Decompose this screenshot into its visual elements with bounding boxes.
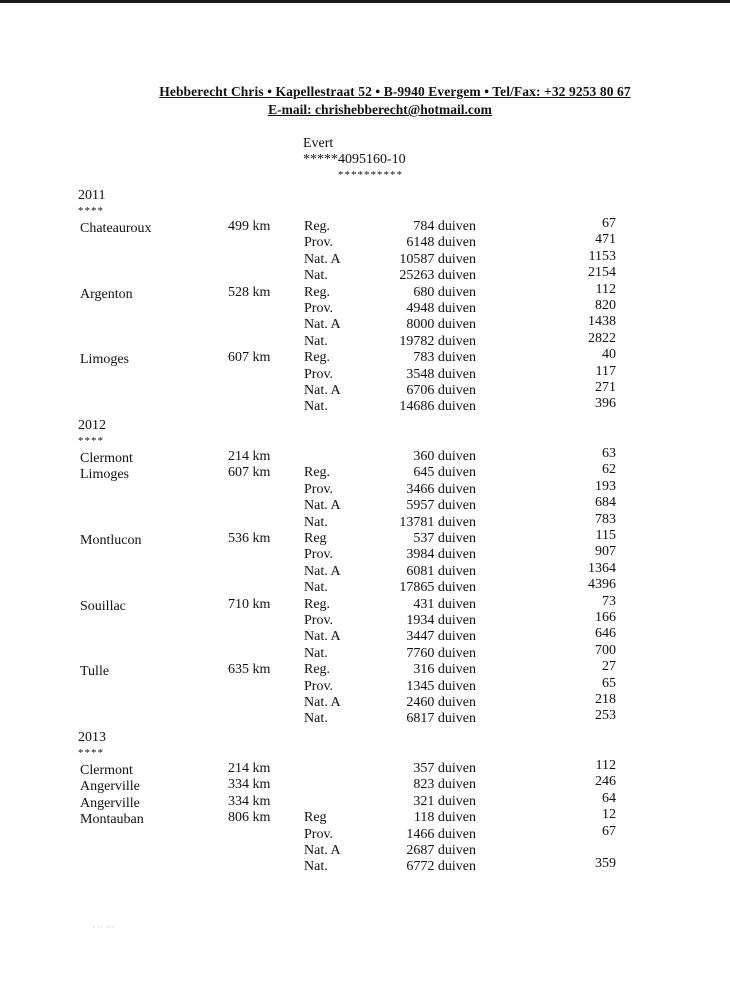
- result-pigeon-count: 823 duiven: [413, 777, 476, 793]
- result-rank: 271: [595, 380, 616, 395]
- race-place: Clermont: [80, 763, 133, 778]
- result-level: Reg: [304, 810, 327, 826]
- result-rank: 193: [595, 478, 616, 494]
- result-pigeon-count: 8000 duiven: [406, 317, 476, 333]
- result-rank: 166: [595, 610, 616, 625]
- result-rank: 700: [595, 642, 616, 658]
- result-rank: 2822: [588, 330, 616, 346]
- result-rank: 112: [595, 281, 616, 297]
- result-pigeon-count: 118 duiven: [413, 810, 476, 826]
- result-level: Nat. A: [304, 251, 341, 267]
- result-level: Prov.: [304, 481, 334, 497]
- race-place: Angerville: [80, 795, 140, 811]
- result-pigeon-count: 6706 duiven: [406, 383, 476, 398]
- result-level: Reg.: [304, 465, 331, 481]
- result-rank: 783: [595, 511, 616, 527]
- result-level: Nat. A: [304, 563, 341, 579]
- result-level: Nat. A: [304, 498, 341, 514]
- result-rank: 27: [602, 659, 616, 675]
- result-rank: 907: [595, 544, 616, 560]
- result-rank: 112: [595, 758, 616, 773]
- result-level: Prov.: [304, 235, 334, 251]
- result-rank: 65: [602, 675, 616, 691]
- result-pigeon-count: 537 duiven: [413, 531, 476, 546]
- result-pigeon-count: 6772 duiven: [406, 859, 476, 875]
- result-level: Nat.: [304, 711, 328, 727]
- year-heading: 2013: [78, 730, 106, 745]
- page-top-border: [0, 0, 730, 3]
- result-pigeon-count: 321 duiven: [413, 793, 476, 809]
- result-level: Prov.: [304, 547, 334, 563]
- result-level: Reg.: [304, 662, 331, 678]
- result-pigeon-count: 6817 duiven: [406, 711, 476, 727]
- result-level: Prov.: [304, 678, 334, 694]
- result-pigeon-count: 357 duiven: [413, 761, 476, 776]
- result-rank: 73: [602, 593, 616, 609]
- result-rank: 359: [595, 856, 616, 872]
- result-rank: 246: [595, 774, 616, 790]
- year-stars: ****: [78, 435, 104, 447]
- result-pigeon-count: 19782 duiven: [399, 333, 476, 349]
- result-rank: 1438: [588, 314, 616, 330]
- result-level: Prov.: [304, 613, 334, 628]
- result-rank: 40: [602, 347, 616, 363]
- result-pigeon-count: 10587 duiven: [399, 251, 476, 267]
- race-place: Clermont: [80, 451, 133, 466]
- result-pigeon-count: 1934 duiven: [406, 613, 476, 628]
- result-rank: 115: [595, 528, 616, 543]
- owner-email-line: E-mail: chrishebberecht@hotmail.com: [268, 102, 492, 117]
- year-stars: ****: [78, 747, 104, 759]
- result-level: Prov.: [304, 301, 334, 316]
- result-level: Nat.: [304, 645, 328, 661]
- result-level: Nat. A: [304, 629, 341, 645]
- result-level: Nat.: [304, 268, 328, 284]
- result-level: Nat.: [304, 333, 328, 349]
- result-rank: 684: [595, 495, 616, 511]
- result-pigeon-count: 25263 duiven: [399, 268, 476, 284]
- result-pigeon-count: 3466 duiven: [406, 481, 476, 497]
- result-pigeon-count: 316 duiven: [413, 662, 476, 678]
- pigeon-name: Evert: [303, 136, 334, 151]
- result-pigeon-count: 784 duiven: [413, 219, 476, 234]
- result-pigeon-count: 783 duiven: [413, 350, 476, 366]
- pigeon-ring-number: *****4095160-10: [303, 152, 406, 167]
- race-place: Souillac: [80, 598, 126, 614]
- result-level: Nat. A: [304, 695, 341, 710]
- result-pigeon-count: 14686 duiven: [399, 399, 476, 415]
- result-rank: 64: [602, 790, 616, 806]
- race-distance: 214 km: [228, 449, 271, 464]
- pigeon-stars: **********: [338, 169, 403, 181]
- result-pigeon-count: 7760 duiven: [406, 645, 476, 661]
- race-place: Angerville: [80, 779, 140, 795]
- result-rank: 253: [595, 708, 616, 724]
- result-pigeon-count: 431 duiven: [413, 596, 476, 612]
- race-place: Montauban: [80, 812, 144, 828]
- result-level: Nat.: [304, 514, 328, 530]
- result-pigeon-count: 1345 duiven: [406, 678, 476, 694]
- result-rank: 218: [595, 692, 616, 707]
- result-pigeon-count: 2460 duiven: [406, 695, 476, 710]
- result-pigeon-count: 3447 duiven: [406, 629, 476, 645]
- result-pigeon-count: 4948 duiven: [406, 301, 476, 316]
- race-distance: 528 km: [228, 284, 271, 300]
- result-pigeon-count: 680 duiven: [413, 284, 476, 300]
- result-pigeon-count: 1466 duiven: [406, 826, 476, 842]
- result-level: Reg.: [304, 350, 331, 366]
- result-pigeon-count: 6081 duiven: [406, 563, 476, 579]
- result-pigeon-count: 6148 duiven: [406, 235, 476, 251]
- result-rank: 396: [595, 396, 616, 412]
- race-distance: 536 km: [228, 531, 271, 546]
- race-place: Tulle: [80, 664, 110, 680]
- result-level: Nat. A: [304, 317, 341, 333]
- result-level: Prov.: [304, 366, 334, 382]
- race-distance: 499 km: [228, 219, 271, 234]
- race-place: Argenton: [80, 286, 133, 302]
- result-rank: 471: [595, 232, 616, 248]
- result-rank: 1364: [588, 560, 616, 576]
- race-distance: 710 km: [228, 596, 271, 612]
- result-rank: 820: [595, 298, 616, 313]
- result-rank: 67: [602, 216, 616, 231]
- result-rank: 646: [595, 626, 616, 642]
- result-pigeon-count: 645 duiven: [413, 465, 476, 481]
- result-rank: 67: [602, 823, 616, 839]
- result-level: Nat.: [304, 859, 328, 875]
- result-pigeon-count: 3984 duiven: [406, 547, 476, 563]
- result-level: Prov.: [304, 826, 334, 842]
- year-heading: 2012: [78, 418, 106, 433]
- race-distance: 806 km: [228, 810, 271, 826]
- year-heading: 2011: [78, 188, 106, 203]
- race-distance: 635 km: [228, 662, 271, 678]
- result-level: Nat. A: [304, 843, 341, 858]
- result-level: Reg.: [304, 284, 331, 300]
- year-stars: ****: [78, 205, 104, 217]
- result-level: Reg: [304, 531, 327, 546]
- race-distance: 607 km: [228, 465, 271, 481]
- result-level: Nat.: [304, 399, 328, 415]
- result-rank: 1153: [588, 248, 616, 264]
- race-distance: 334 km: [228, 777, 271, 793]
- result-pigeon-count: 360 duiven: [413, 449, 476, 464]
- result-level: Reg.: [304, 219, 331, 234]
- result-rank: 12: [602, 807, 616, 823]
- result-pigeon-count: 13781 duiven: [399, 514, 476, 530]
- owner-contact-line: Hebberecht Chris • Kapellestraat 52 • B-9940 Evergem • Tel/Fax: +32 9253 80 67: [159, 84, 631, 99]
- result-pigeon-count: 3548 duiven: [406, 366, 476, 382]
- result-rank: 117: [595, 363, 616, 379]
- result-rank: 62: [602, 462, 616, 478]
- race-place: Montlucon: [80, 533, 142, 548]
- result-pigeon-count: 5957 duiven: [406, 498, 476, 514]
- race-distance: 214 km: [228, 761, 271, 776]
- result-rank: 2154: [588, 265, 616, 281]
- result-pigeon-count: 17865 duiven: [399, 580, 476, 596]
- result-rank: 4396: [588, 577, 616, 593]
- race-place: Limoges: [80, 467, 129, 483]
- result-level: Nat.: [304, 580, 328, 596]
- race-place: Limoges: [80, 352, 129, 368]
- result-level: Nat. A: [304, 383, 341, 398]
- result-level: Reg.: [304, 596, 331, 612]
- result-rank: 63: [602, 446, 616, 461]
- result-pigeon-count: 2687 duiven: [406, 843, 476, 858]
- scan-artifact: · ·· ···: [92, 922, 115, 932]
- race-distance: 607 km: [228, 350, 271, 366]
- race-place: Chateauroux: [80, 221, 152, 236]
- race-distance: 334 km: [228, 793, 271, 809]
